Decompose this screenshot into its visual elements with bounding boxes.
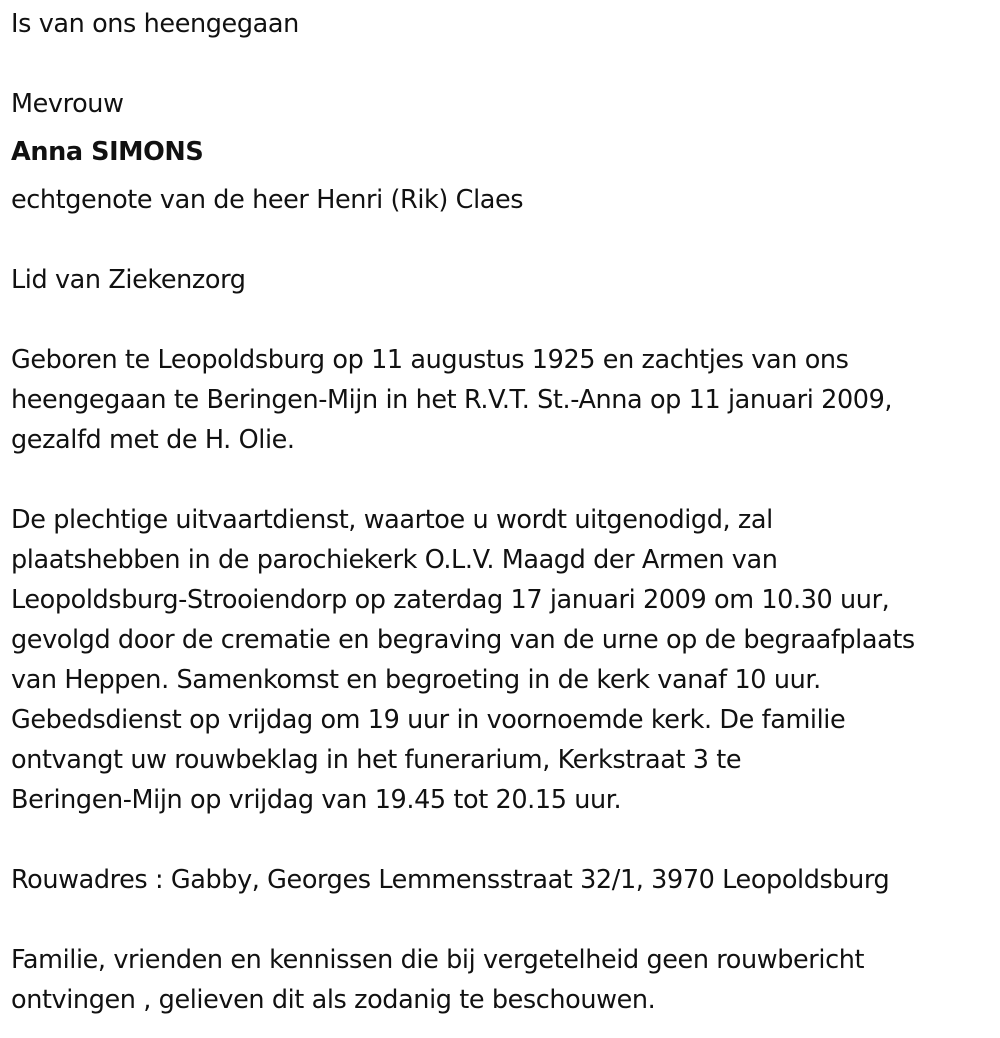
spacer [11, 820, 996, 860]
paragraph-line: Familie, vrienden en kennissen die bij vergetelheid geen rouwbericht [11, 945, 865, 975]
paragraph-line: ontvingen , gelieven dit als zodanig te beschouwen. [11, 985, 656, 1015]
closing-paragraph [11, 940, 996, 1020]
deceased-name: Anna SIMONS [11, 137, 204, 167]
spacer [11, 220, 996, 260]
spacer [11, 300, 996, 340]
obituary-notice [11, 4, 996, 1020]
paragraph-line: ontvangt uw rouwbeklag in het funerarium, Kerkstraat 3 te [11, 745, 742, 775]
paragraph-line: plaatshebben in de parochiekerk O.L.V. Maagd der Armen van [11, 545, 778, 575]
spacer [11, 460, 996, 500]
intro-text: Is van ons heengegaan [11, 9, 299, 39]
paragraph-line: gezalfd met de H. Olie. [11, 425, 295, 455]
membership-text: Lid van Ziekenzorg [11, 265, 246, 295]
paragraph-line: Leopoldsburg-Strooiendorp op zaterdag 17 januari 2009 om 10.30 uur, [11, 585, 890, 615]
paragraph-line: van Heppen. Samenkomst en begroeting in de kerk vanaf 10 uur. [11, 665, 821, 695]
service-paragraph [11, 500, 996, 820]
paragraph-line: Gebedsdienst op vrijdag om 19 uur in voornoemde kerk. De familie [11, 705, 846, 735]
spacer [11, 900, 996, 940]
paragraph-line: Beringen-Mijn op vrijdag van 19.45 tot 20.15 uur. [11, 785, 622, 815]
paragraph-line: gevolgd door de crematie en begraving van de urne op de begraafplaats [11, 625, 915, 655]
spacer [11, 44, 996, 84]
paragraph-line: heengegaan te Beringen-Mijn in het R.V.T. St.-Anna op 11 januari 2009, [11, 385, 893, 415]
salutation: Mevrouw [11, 89, 124, 119]
paragraph-line: De plechtige uitvaartdienst, waartoe u wordt uitgenodigd, zal [11, 505, 773, 535]
mourning-address: Rouwadres : Gabby, Georges Lemmensstraat 32/1, 3970 Leopoldsburg [11, 865, 890, 895]
birth-death-paragraph [11, 340, 996, 460]
paragraph-line: Geboren te Leopoldsburg op 11 augustus 1925 en zachtjes van ons [11, 345, 849, 375]
spouse-text: echtgenote van de heer Henri (Rik) Claes [11, 185, 524, 215]
